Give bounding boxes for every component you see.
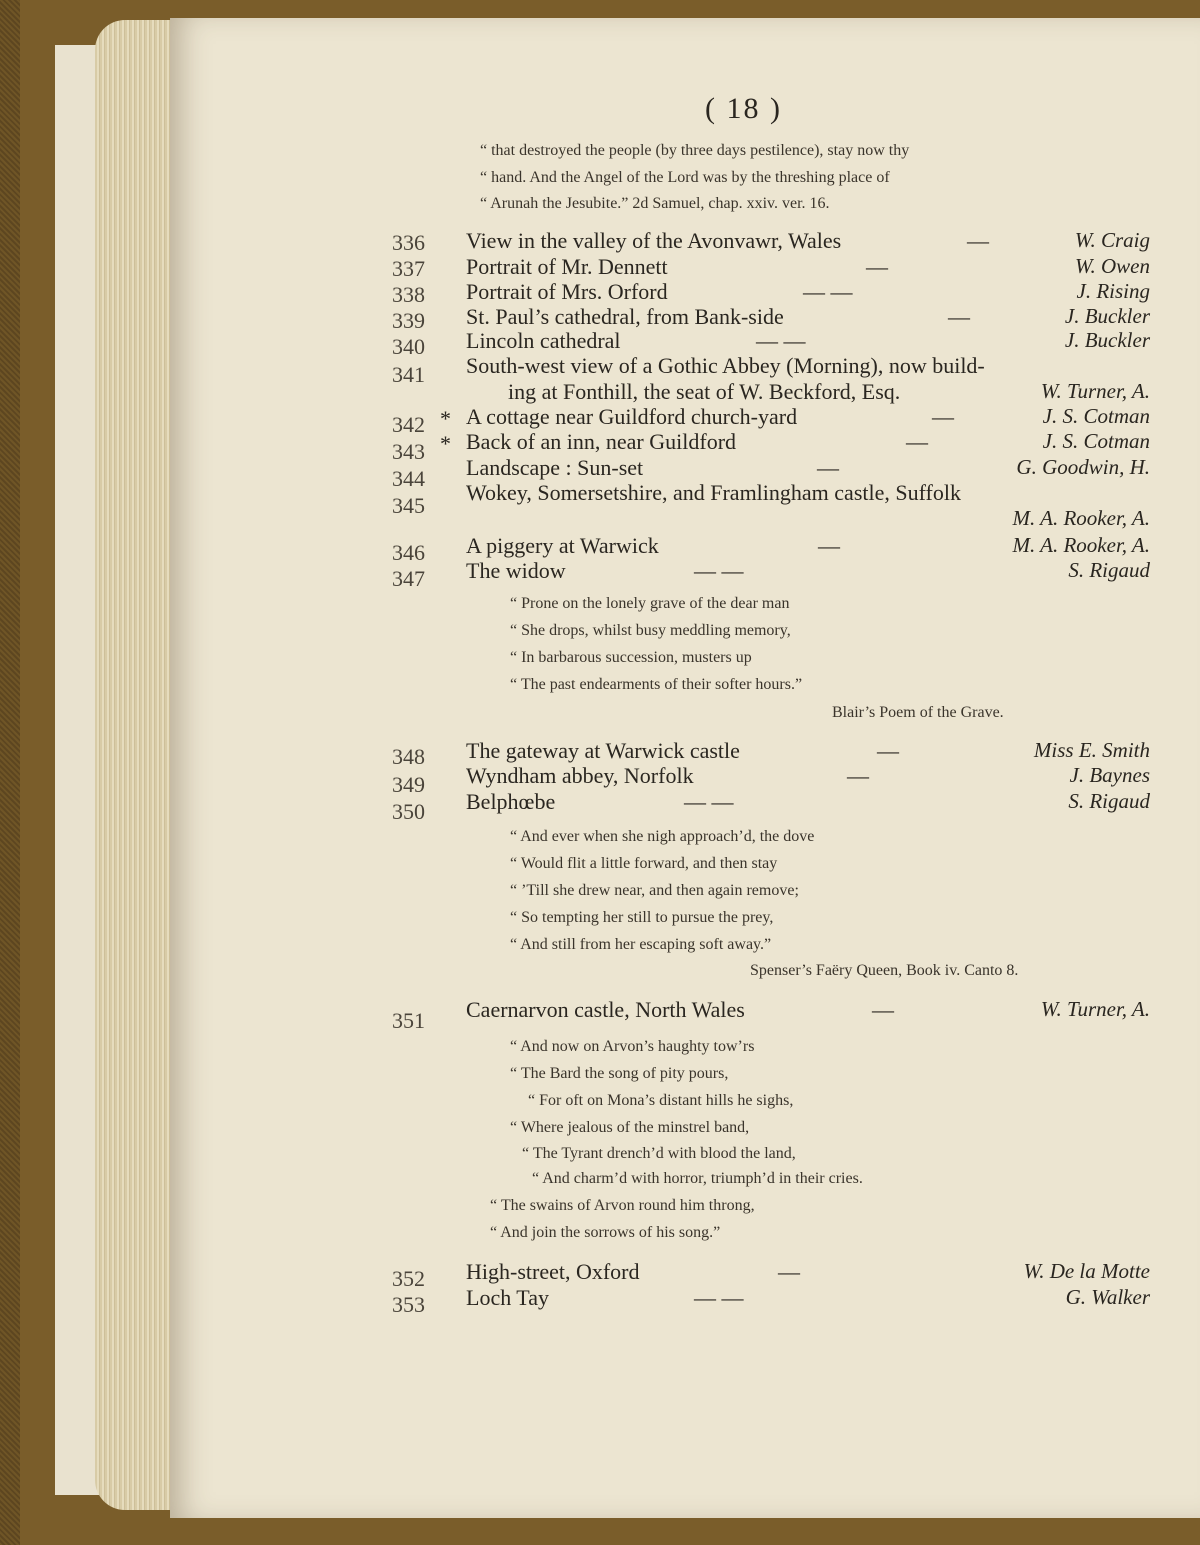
- entry-dash: —: [906, 429, 928, 454]
- quote-source: Blair’s Poem of the Grave.: [832, 704, 1004, 721]
- entry-dash: —: [778, 1259, 800, 1284]
- asterisk-mark: *: [440, 406, 451, 431]
- entry-artist: G. Walker: [1065, 1285, 1150, 1309]
- entry-dash: —: [877, 738, 899, 763]
- entry-dash: —: [817, 455, 839, 480]
- entry-title: The widow: [466, 558, 566, 583]
- intro-quote-line: “ hand. And the Angel of the Lord was by the threshing place of: [480, 169, 890, 186]
- entry-artist: J. Rising: [1076, 279, 1150, 303]
- entry-artist: G. Goodwin, H.: [1016, 455, 1150, 479]
- entry-dash: —: [967, 228, 989, 253]
- entry-dash: — —: [756, 328, 806, 353]
- entry-number: 350: [392, 799, 425, 824]
- quote-line: “ And join the sorrows of his song.”: [490, 1224, 721, 1241]
- intro-quote-line: “ Arunah the Jesubite.” 2d Samuel, chap. xxiv. ver. 16.: [480, 195, 830, 212]
- entry-dash: —: [847, 763, 869, 788]
- entry-artist: J. Baynes: [1069, 763, 1150, 787]
- entry-number: 345: [392, 493, 425, 518]
- entry-artist: W. Turner, A.: [1040, 379, 1150, 403]
- entry-artist: W. Craig: [1074, 228, 1150, 252]
- entry-dash: — —: [684, 789, 734, 814]
- entry-title: St. Paul’s cathedral, from Bank-side: [466, 304, 784, 329]
- quote-line: “ The swains of Arvon round him throng,: [490, 1197, 755, 1214]
- entry-number: 341: [392, 362, 425, 387]
- quote-line: “ Prone on the lonely grave of the dear man: [510, 595, 790, 612]
- quote-line: “ ’Till she drew near, and then again remove;: [510, 882, 799, 899]
- entry-title: Wokey, Somersetshire, and Framlingham castle, Suffolk: [466, 480, 961, 505]
- entry-artist: J. S. Cotman: [1042, 404, 1150, 428]
- entry-number: 343: [392, 439, 425, 464]
- entry-number: 342: [392, 412, 425, 437]
- quote-source: Spenser’s Faëry Queen, Book iv. Canto 8.: [750, 962, 1019, 979]
- entry-number: 336: [392, 230, 425, 255]
- entry-dash: — —: [694, 1285, 744, 1310]
- quote-line: “ And now on Arvon’s haughty tow’rs: [510, 1038, 755, 1055]
- entry-dash: —: [872, 997, 894, 1022]
- entry-title: Wyndham abbey, Norfolk: [466, 763, 694, 788]
- entry-number: 340: [392, 334, 425, 359]
- entry-number: 351: [392, 1008, 425, 1033]
- asterisk-mark: *: [440, 431, 451, 456]
- entry-title: View in the valley of the Avonvawr, Wales: [466, 228, 842, 253]
- entry-number: 346: [392, 540, 425, 565]
- entry-dash: —: [948, 304, 970, 329]
- quote-line: “ For oft on Mona’s distant hills he sighs,: [528, 1092, 794, 1109]
- entry-title: Lincoln cathedral: [466, 328, 621, 353]
- page-number: ( 18 ): [705, 92, 782, 125]
- entry-number: 349: [392, 772, 425, 797]
- entry-title: Landscape : Sun-set: [466, 455, 644, 480]
- entry-artist: S. Rigaud: [1068, 789, 1150, 813]
- entry-artist: S. Rigaud: [1068, 558, 1150, 582]
- entry-number: 348: [392, 744, 425, 769]
- entry-number: 352: [392, 1266, 425, 1291]
- entry-title: Loch Tay: [466, 1285, 549, 1310]
- entry-dash: — —: [694, 558, 744, 583]
- entry-number: 353: [392, 1292, 425, 1317]
- entry-title: High-street, Oxford: [466, 1259, 640, 1284]
- entry-title: Portrait of Mrs. Orford: [466, 279, 668, 304]
- intro-quote-line: “ that destroyed the people (by three days pestilence), stay now thy: [480, 142, 910, 159]
- quote-line: “ And charm’d with horror, triumph’d in their cries.: [532, 1170, 863, 1187]
- entry-number: 344: [392, 466, 425, 491]
- quote-line: “ Would flit a little forward, and then stay: [510, 855, 778, 872]
- entry-title-continued: ing at Fonthill, the seat of W. Beckford, Esq.: [508, 379, 901, 404]
- quote-line: “ Where jealous of the minstrel band,: [510, 1119, 750, 1136]
- entry-title: Portrait of Mr. Dennett: [466, 254, 668, 279]
- entry-dash: — —: [803, 279, 853, 304]
- entry-number: 347: [392, 566, 425, 591]
- quote-line: “ She drops, whilst busy meddling memory,: [510, 622, 791, 639]
- entry-number: 338: [392, 282, 425, 307]
- entry-title: The gateway at Warwick castle: [466, 738, 740, 763]
- quote-line: “ And still from her escaping soft away.”: [510, 936, 772, 953]
- entry-number: 339: [392, 308, 425, 333]
- entry-title: Back of an inn, near Guildford: [466, 429, 737, 454]
- entry-artist: Miss E. Smith: [1033, 738, 1150, 762]
- quote-line: “ The Bard the song of pity pours,: [510, 1065, 729, 1082]
- entry-artist: W. Owen: [1074, 254, 1150, 278]
- entry-title: A piggery at Warwick: [466, 533, 659, 558]
- entry-artist: W. Turner, A.: [1040, 997, 1150, 1021]
- entry-artist: M. A. Rooker, A.: [1012, 506, 1150, 530]
- entry-dash: —: [818, 533, 840, 558]
- quote-line: “ The past endearments of their softer hours.”: [510, 676, 803, 693]
- entry-dash: —: [866, 254, 888, 279]
- entry-title: A cottage near Guildford church-yard: [466, 404, 798, 429]
- quote-line: “ In barbarous succession, musters up: [510, 649, 752, 666]
- entry-artist: W. De la Motte: [1023, 1259, 1150, 1283]
- entry-title: South-west view of a Gothic Abbey (Morning), now build-: [466, 353, 985, 378]
- entry-title: Belphœbe: [466, 789, 556, 814]
- entry-title: Caernarvon castle, North Wales: [466, 997, 745, 1022]
- entry-artist: M. A. Rooker, A.: [1012, 533, 1150, 557]
- quote-line: “ And ever when she nigh approach’d, the dove: [510, 828, 815, 845]
- quote-line: “ So tempting her still to pursue the prey,: [510, 909, 774, 926]
- entry-artist: J. Buckler: [1064, 304, 1150, 328]
- entry-artist: J. Buckler: [1064, 328, 1150, 352]
- quote-line: “ The Tyrant drench’d with blood the land,: [522, 1145, 796, 1162]
- entry-dash: —: [932, 404, 954, 429]
- entry-number: 337: [392, 256, 425, 281]
- entry-artist: J. S. Cotman: [1042, 429, 1150, 453]
